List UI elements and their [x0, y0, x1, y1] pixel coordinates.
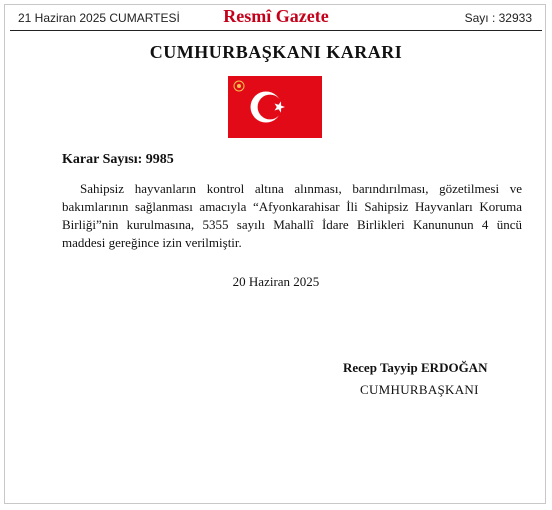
document-title: CUMHURBAŞKANI KARARI [149, 42, 403, 62]
decision-body-text: Sahipsiz hayvanların kontrol altına alınması, barındırılması, gözetilmesi ve bakımlarının sağlanması amacıyla “Afyonkarahisar İli Sahipsiz Hayvanları Koruma Birliği”nin kurulmasına, 5355 sayılı Mahallî İdare Birlikleri Kanununun 4 üncü maddesi gereğince izin verilmiştir. [62, 181, 522, 250]
gazette-header [10, 4, 542, 31]
signer-name: Recep Tayyip ERDOĞAN [343, 360, 488, 375]
decision-date: 20 Haziran 2025 [232, 274, 320, 289]
turkish-flag-icon [228, 76, 322, 138]
decision-number: Karar Sayısı: 9985 [62, 152, 174, 167]
publication-title: Resmî Gazete [223, 6, 329, 26]
signer-title: CUMHURBAŞKANI [360, 382, 479, 397]
header-date: 21 Haziran 2025 CUMARTESİ [18, 11, 180, 25]
decision-body [62, 180, 522, 252]
issue-number: Sayı : 32933 [464, 11, 532, 25]
